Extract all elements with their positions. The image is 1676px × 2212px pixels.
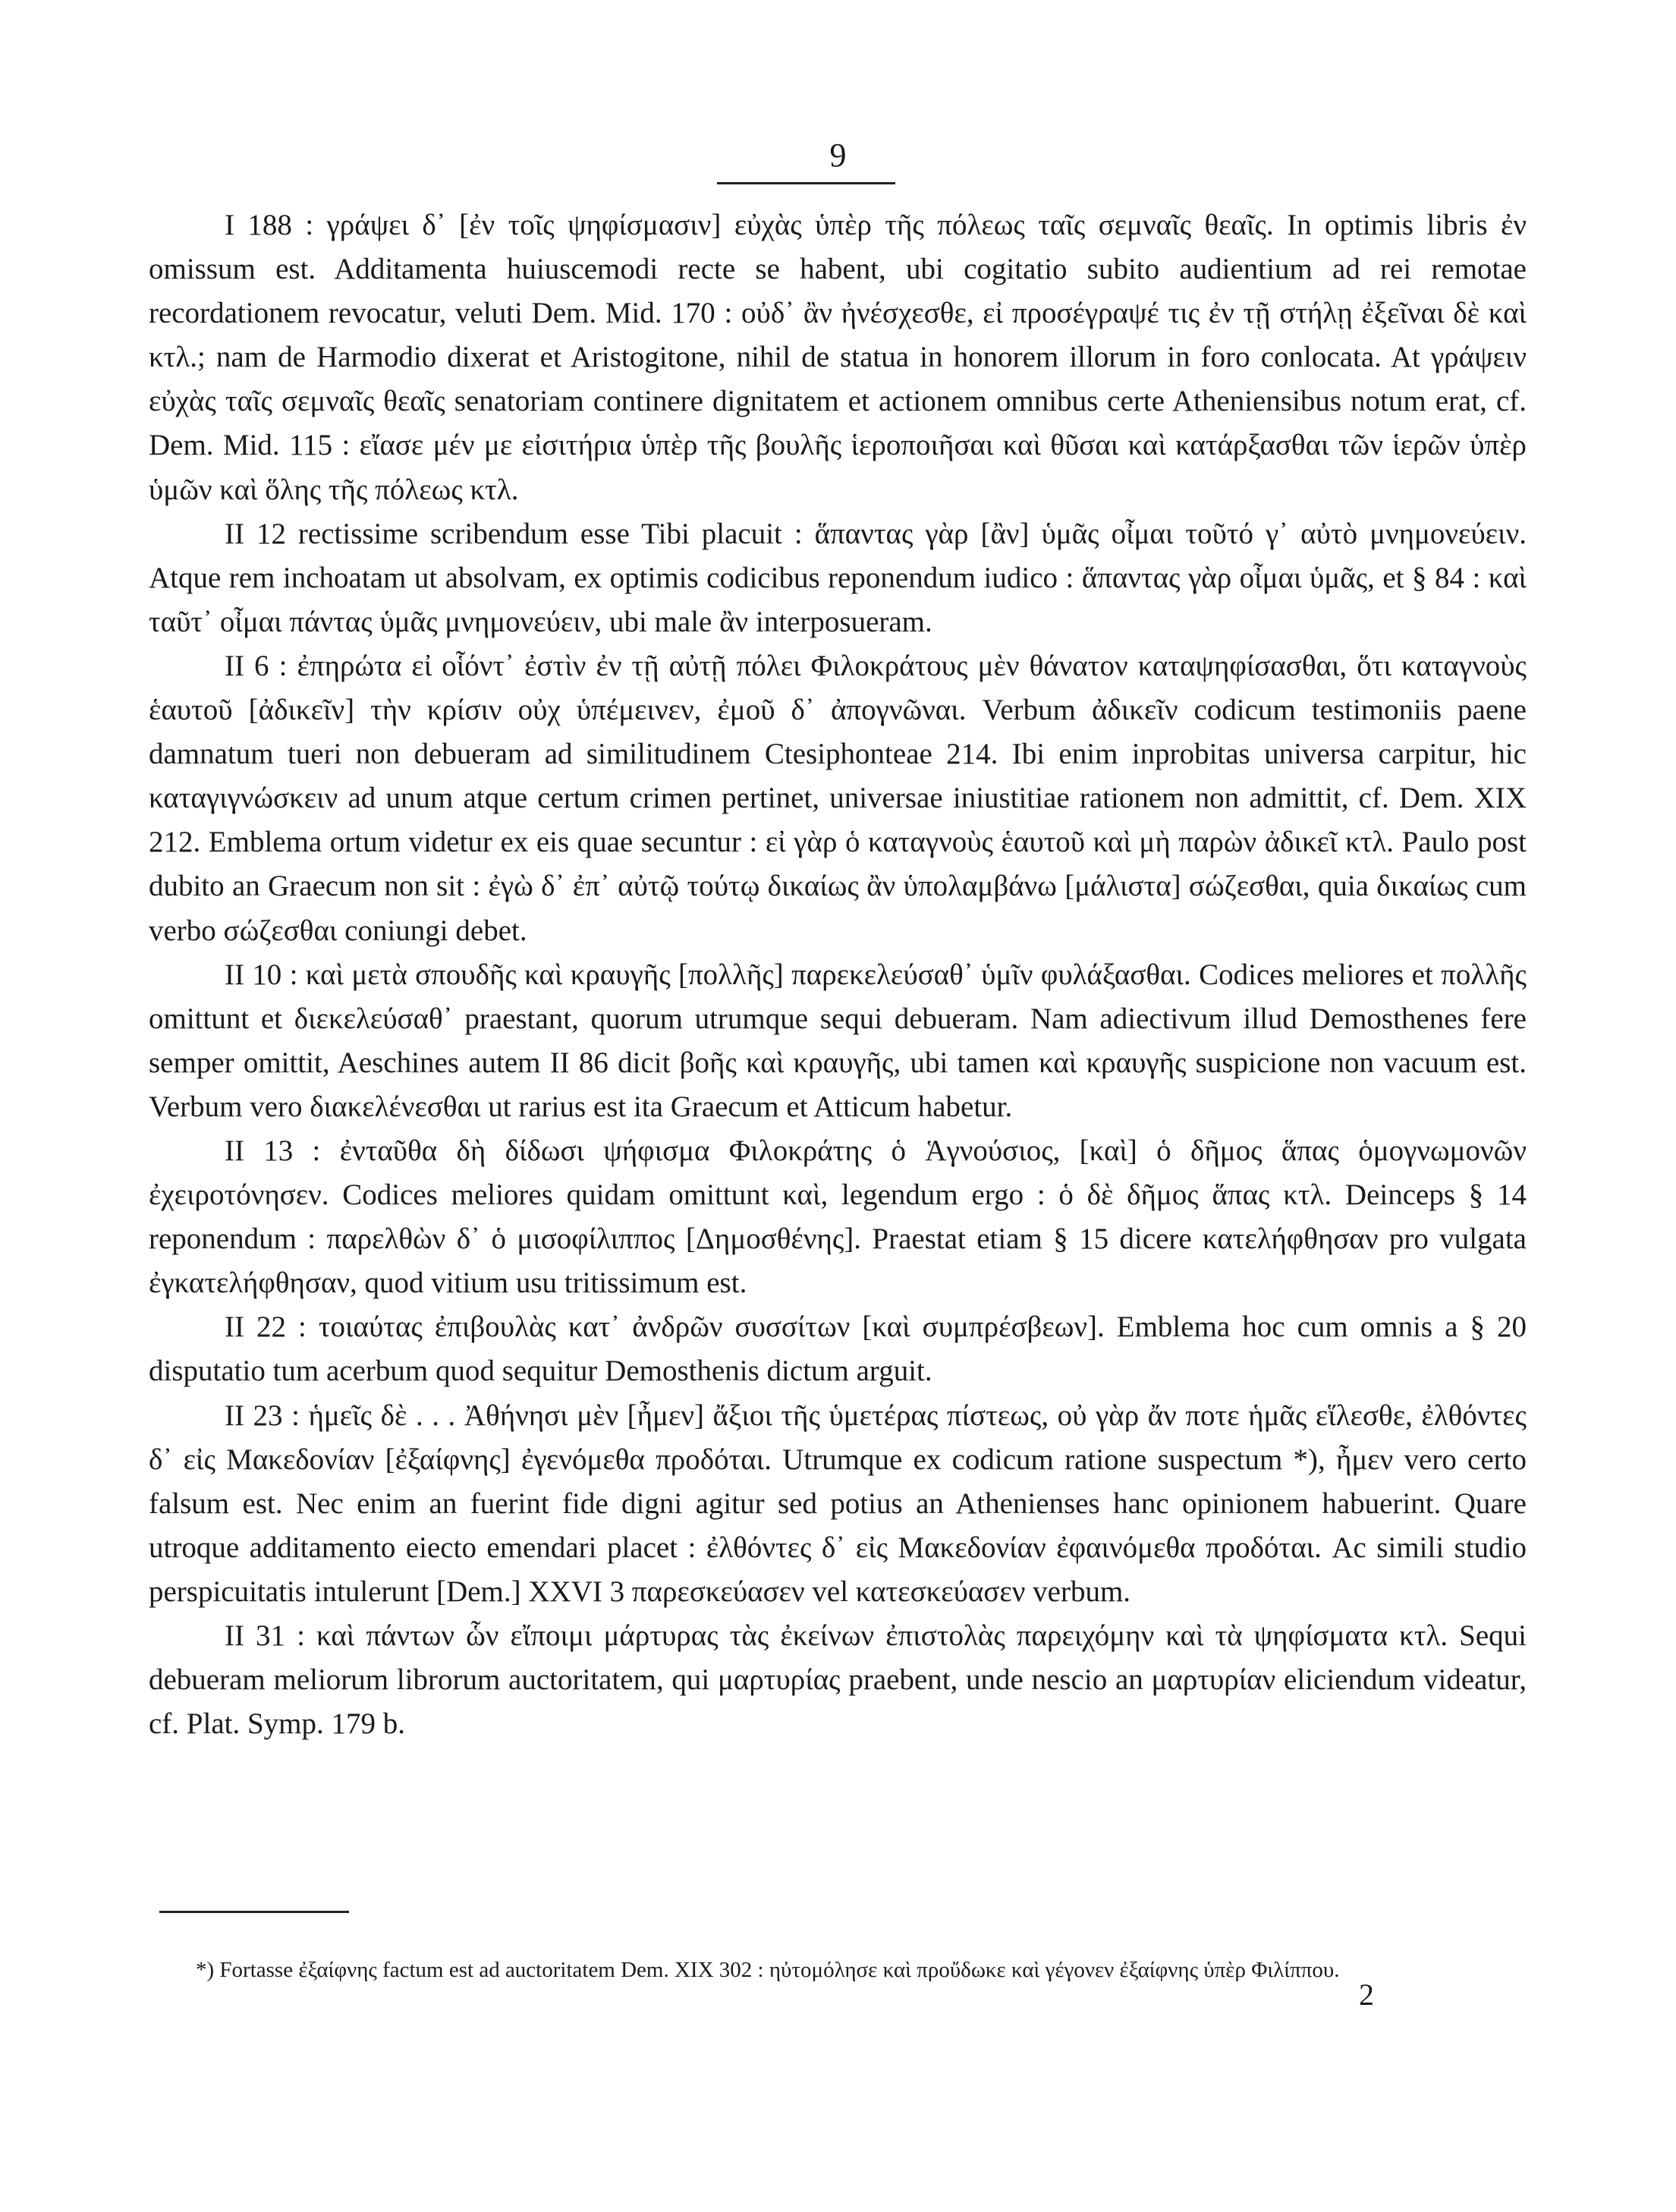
body-text bbox=[149, 203, 1527, 1746]
paragraph-ii-12: II 12 rectissime scribendum esse Tibi placuit : ἅπαντας γὰρ [ἂν] ὑμᾶς οἶμαι τοῦτό γ᾽ αὐτὸ μνημονεύειν. Atque rem inchoatam ut absolvam, ex optimis codicibus reponendum iudico : ἅπαντας γὰρ οἶμαι ὑμᾶς, et § 84 : καὶ ταῦτ᾽ οἶμαι πάντας ὑμᾶς μνημονεύειν, ubi male ἂν interposueram. bbox=[149, 517, 1527, 638]
footnote: *) Fortasse ἐξαίφνης factum est ad auctoritatem Dem. XIX 302 : ηὐτομόλησε καὶ προὔδωκε καὶ γέγονεν ἐξαίφνης ὑπὲρ Φιλίππου. bbox=[196, 1958, 1340, 1982]
paragraph-ii-6: II 6 : ἐπηρώτα εἰ οἷόντ᾽ ἐστὶν ἐν τῇ αὐτῇ πόλει Φιλοκράτους μὲν θάνατον καταψηφίσασθαι, ὅτι καταγνοὺς ἑαυτοῦ [ἀδικεῖν] τὴν κρίσιν οὐχ ὑπέμεινεν, ἐμοῦ δ᾽ ἀπογνῶναι. Verbum ἀδικεῖν codicum testimoniis paene damnatum tueri non debueram ad similitudinem Ctesiphonteae 214. Ibi enim inprobitas universa carpitur, hic καταγιγνώσκειν ad unum atque certum crimen pertinet, universae iniustitiae rationem non admittit, cf. Dem. XIX 212. Emblema ortum videtur ex eis quae secuntur : εἰ γὰρ ὁ καταγνοὺς ἑαυτοῦ καὶ μὴ παρὼν ἀδικεῖ κτλ. Paulo post dubito an Graecum non sit : ἐγὼ δ᾽ ἐπ᾽ αὐτῷ τούτῳ δικαίως ἂν ὑπολαμβάνω [μάλιστα] σώζεσθαι, quia δικαίως cum verbo σώζεσθαι coniungi debet. bbox=[149, 649, 1527, 947]
page-number: 9 bbox=[829, 137, 847, 174]
top-rule bbox=[717, 182, 895, 184]
paragraph-ii-31: II 31 : καὶ πάντων ὧν εἴποιμι μάρτυρας τὰς ἐκείνων ἐπιστολὰς παρειχόμην καὶ τὰ ψηφίσματα κτλ. Sequi debueram meliorum librorum auctoritatem, qui μαρτυρίας praebent, unde nescio an μαρτυρίαν eliciendum videatur, cf. Plat. Symp. 179 b. bbox=[149, 1619, 1527, 1741]
footnote-rule bbox=[159, 1911, 349, 1913]
paragraph-ii-13: II 13 : ἐνταῦθα δὴ δίδωσι ψήφισμα Φιλοκράτης ὁ Ἁγνούσιος, [καὶ] ὁ δῆμος ἅπας ὁμογνωμονῶν ἐχειροτόνησεν. Codices meliores quidam omittunt καὶ, legendum ergo : ὁ δὲ δῆμος ἅπας κτλ. Deinceps § 14 reponendum : παρελθὼν δ᾽ ὁ μισοφίλιππος [Δημοσθένης]. Praestat etiam § 15 dicere κατελήφθησαν pro vulgata ἐγκατελήφθησαν, quod vitium usu tritissimum est. bbox=[149, 1134, 1527, 1300]
paragraph-i-188: I 188 : γράψει δ᾽ [ἐν τοῖς ψηφίσμασιν] εὐχὰς ὑπὲρ τῆς πόλεως ταῖς σεμναῖς θεαῖς. In optimis libris ἐν omissum est. Additamenta huiuscemodi recte se habent, ubi cogitatio subito audientium ad rei remotae recordationem revocatur, veluti Dem. Mid. 170 : οὐδ᾽ ἂν ἠνέσχεσθε, εἰ προσέγραψέ τις ἐν τῇ στήλῃ ἐξεῖναι δὲ καὶ κτλ.; nam de Harmodio dixerat et Aristogitone, nihil de statua in honorem illorum in foro conlocata. At γράψειν εὐχὰς ταῖς σεμναῖς θεαῖς senatoriam continere dignitatem et actionem omnibus certe Atheniensibus notum erat, cf. Dem. Mid. 115 : εἴασε μέν με εἰσιτήρια ὑπὲρ τῆς βουλῆς ἱεροποιῆσαι καὶ θῦσαι καὶ κατάρξασθαι τῶν ἱερῶν ὑπὲρ ὑμῶν καὶ ὅλης τῆς πόλεως κτλ. bbox=[149, 209, 1527, 506]
paragraph-ii-10: II 10 : καὶ μετὰ σπουδῆς καὶ κραυγῆς [πολλῆς] παρεκελεύσαθ᾽ ὑμῖν φυλάξασθαι. Codices meliores et πολλῆς omittunt et διεκελεύσαθ᾽ praestant, quorum utrumque sequi debueram. Nam adiectivum illud Demosthenes fere semper omittit, Aeschines autem II 86 dicit βοῆς καὶ κραυγῆς, ubi tamen καὶ κραυγῆς suspicione non vacuum est. Verbum vero διακελένεσθαι ut rarius est ita Graecum et Atticum habetur. bbox=[149, 958, 1527, 1123]
signature-mark: 2 bbox=[1359, 1978, 1374, 2012]
paragraph-ii-23: II 23 : ἡμεῖς δὲ . . . Ἀθήνησι μὲν [ἦμεν] ἄξιοι τῆς ὑμετέρας πίστεως, οὐ γὰρ ἄν ποτε ἡμᾶς εἵλεσθε, ἐλθόντες δ᾽ εἰς Μακεδονίαν [ἐξαίφνης] ἐγενόμεθα προδόται. Utrumque ex codicum ratione suspectum *), ἦμεν vero certo falsum est. Nec enim an fuerint fide digni agitur sed potius an Athenienses hanc opinionem habuerint. Quare utroque additamento eiecto emendari placet : ἐλθόντες δ᾽ εἰς Μακεδονίαν ἐφαινόμεθα προδόται. Ac simili studio perspicuitatis intulerunt [Dem.] XXVI 3 παρεσκεύασεν vel κατεσκεύασεν verbum. bbox=[149, 1399, 1527, 1608]
paragraph-ii-22: II 22 : τοιαύτας ἐπιβουλὰς κατ᾽ ἀνδρῶν συσσίτων [καὶ συμπρέσβεων]. Emblema hoc cum omnis a § 20 disputatio tum acerbum quod sequitur Demosthenis dictum arguit. bbox=[149, 1311, 1527, 1388]
